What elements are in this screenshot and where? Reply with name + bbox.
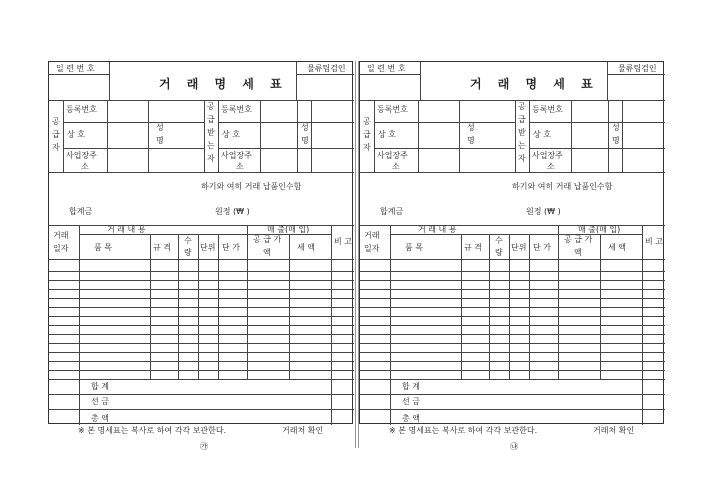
supplier-address-label-1: 사업장주 — [377, 151, 408, 160]
tax-label: 세 액 — [608, 243, 626, 252]
receiver-label-5: 자 — [518, 154, 526, 163]
form-title: 거 래 명 세 표 — [470, 77, 599, 91]
receiver-label-1: 공 — [518, 102, 526, 111]
trade-content-label: 거 래 내 용 — [107, 225, 146, 234]
receipt-statement: 하기와 여히 거래 납품인수함 — [512, 182, 613, 191]
confirm-label-left: 거래처 확인 — [282, 426, 324, 435]
qty-label-2: 량 — [495, 248, 503, 257]
total-amount-label: 합계금 — [380, 207, 404, 216]
serial-number-label: 일 련 번 호 — [367, 64, 406, 73]
supplier-reg-no-label: 등록번호 — [377, 105, 408, 114]
form-title: 거 래 명 세 표 — [159, 77, 288, 91]
qty-label-2: 량 — [184, 248, 192, 257]
unit-label: 단위 — [200, 243, 216, 252]
supply-amount-label-2: 액 — [263, 248, 271, 257]
receiver-company-label: 상 호 — [222, 130, 240, 139]
supplier-address-label-2: 소 — [392, 162, 400, 171]
supplier-address-label-2: 소 — [81, 162, 89, 171]
sales-purchase-label: 매 출(매 입) — [578, 225, 621, 234]
supplier-label-2: 급 — [52, 130, 60, 139]
footer-note-right: ※ 본 명세표는 복사로 하여 각각 보관한다. — [389, 426, 538, 435]
supplier-company-label: 상 호 — [67, 130, 85, 139]
page-divider — [355, 61, 359, 448]
receiver-label-4: 는 — [207, 141, 215, 150]
unit-price-label: 단 가 — [222, 243, 240, 252]
spec-label: 규 격 — [464, 243, 482, 252]
total-amount-label: 합계금 — [69, 207, 93, 216]
advance-label: 선 금 — [91, 397, 109, 406]
total-amount-value: 원정 (₩ ) — [215, 207, 250, 216]
supplier-label-3: 자 — [363, 143, 371, 152]
supply-amount-label-1: 공 급 가 — [253, 235, 282, 244]
advance-label: 선 금 — [402, 397, 420, 406]
supplier-label-1: 공 — [363, 117, 371, 126]
receiver-address-label-2: 소 — [236, 162, 244, 171]
transaction-statement-form-right — [359, 61, 664, 424]
receiver-label-1: 공 — [207, 102, 215, 111]
receiver-company-label: 상 호 — [533, 130, 551, 139]
receipt-statement: 하기와 여히 거래 납품인수함 — [201, 182, 302, 191]
receiver-reg-no-label: 등록번호 — [221, 105, 252, 114]
grand-total-label: 총 액 — [91, 414, 109, 423]
logistics-inspection-label: 물류팀검인 — [618, 64, 657, 73]
receiver-label-2: 급 — [518, 115, 526, 124]
copy-mark-right: ㉯ — [510, 442, 518, 451]
sum-label: 합 계 — [91, 382, 109, 391]
supplier-name-label-2: 명 — [467, 136, 475, 145]
unit-price-label: 단 가 — [533, 243, 551, 252]
supplier-address-label-1: 사업장주 — [66, 151, 97, 160]
serial-number-label: 일 련 번 호 — [56, 64, 95, 73]
logistics-inspection-label: 물류팀검인 — [307, 64, 346, 73]
trade-content-label: 거 래 내 용 — [418, 225, 457, 234]
receiver-address-label-2: 소 — [547, 162, 555, 171]
supplier-label-3: 자 — [52, 143, 60, 152]
receiver-name-label-1: 성 — [612, 123, 620, 132]
item-label: 품 목 — [405, 243, 423, 252]
sales-purchase-label: 매 출(매 입) — [267, 225, 310, 234]
copy-mark-left: ㉮ — [200, 442, 208, 451]
trade-date-label-1: 거래 — [53, 231, 69, 240]
supply-amount-label-2: 액 — [574, 248, 582, 257]
receiver-name-label-2: 명 — [612, 136, 620, 145]
unit-label: 단위 — [511, 243, 527, 252]
supplier-label-1: 공 — [52, 117, 60, 126]
receiver-name-label-1: 성 — [301, 123, 309, 132]
spec-label: 규 격 — [153, 243, 171, 252]
qty-label-1: 수 — [495, 236, 503, 245]
trade-date-label-2: 일자 — [53, 244, 69, 253]
grand-total-label: 총 액 — [402, 414, 420, 423]
receiver-label-5: 자 — [207, 154, 215, 163]
footer-note-left: ※ 본 명세표는 복사로 하여 각각 보관한다. — [78, 426, 227, 435]
total-amount-value: 원정 (₩ ) — [526, 207, 561, 216]
supplier-company-label: 상 호 — [378, 130, 396, 139]
supplier-reg-no-label: 등록번호 — [66, 105, 97, 114]
receiver-label-2: 급 — [207, 115, 215, 124]
trade-date-label-2: 일자 — [364, 244, 380, 253]
receiver-label-3: 받 — [207, 128, 215, 137]
qty-label-1: 수 — [184, 236, 192, 245]
receiver-label-4: 는 — [518, 141, 526, 150]
supplier-name-label-2: 명 — [156, 136, 164, 145]
receiver-label-3: 받 — [518, 128, 526, 137]
remarks-label: 비 고 — [334, 237, 352, 246]
supplier-name-label-1: 성 — [156, 123, 164, 132]
supplier-name-label-1: 성 — [467, 123, 475, 132]
tax-label: 세 액 — [297, 243, 315, 252]
supply-amount-label-1: 공 급 가 — [564, 235, 593, 244]
receiver-reg-no-label: 등록번호 — [532, 105, 563, 114]
sum-label: 합 계 — [402, 382, 420, 391]
receiver-address-label-1: 사업장주 — [221, 151, 252, 160]
receiver-name-label-2: 명 — [301, 136, 309, 145]
receiver-address-label-1: 사업장주 — [532, 151, 563, 160]
supplier-label-2: 급 — [363, 130, 371, 139]
transaction-statement-form-left — [48, 61, 353, 424]
item-label: 품 목 — [94, 243, 112, 252]
remarks-label: 비 고 — [645, 237, 663, 246]
trade-date-label-1: 거래 — [364, 231, 380, 240]
confirm-label-right: 거래처 확인 — [593, 426, 635, 435]
